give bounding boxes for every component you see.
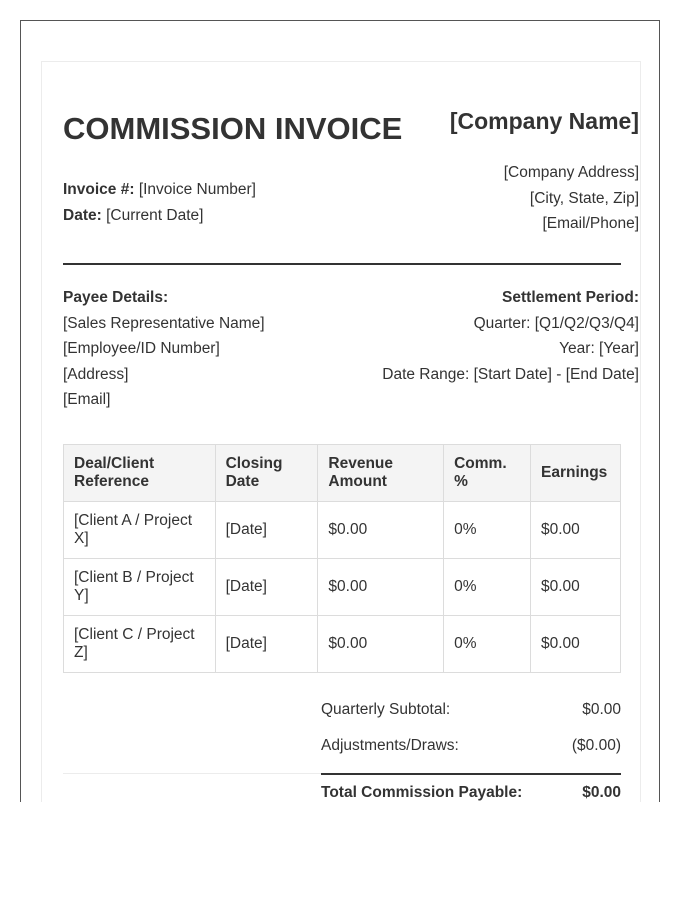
closing-date-cell: [Date] [215,559,318,616]
company-name: [Company Name] [449,108,639,134]
company-address: [Company Address] [503,164,639,181]
deal-reference-cell: [Client B / Project Y] [64,559,216,616]
company-contact: [Email/Phone] [542,215,639,232]
total-divider [321,773,621,775]
invoice-date-line [63,203,256,229]
payee-details [63,285,265,413]
invoice-number-value: [Invoice Number] [138,181,256,198]
invoice-date-value: [Current Date] [106,207,204,224]
earnings-cell: $0.00 [530,616,620,673]
table-row [64,559,621,616]
invoice-meta [63,177,256,229]
closing-date-cell: [Date] [215,502,318,559]
settlement-year: Year: [Year] [559,340,639,357]
table-header-row [64,445,621,502]
adjustments-value: ($0.00) [571,737,621,754]
document-frame [20,20,660,802]
header-divider [63,263,621,265]
table-row [64,502,621,559]
payee-name: [Sales Representative Name] [63,314,265,332]
settlement-quarter: Quarter: [Q1/Q2/Q3/Q4] [473,314,639,332]
invoice-number-label: Invoice #: [63,181,135,198]
earnings-cell: $0.00 [530,559,620,616]
subtotal-label: Quarterly Subtotal: [321,701,451,718]
revenue-cell: $0.00 [318,616,444,673]
column-header: Earnings [530,445,620,502]
subtotal-value: $0.00 [582,701,621,718]
settlement-heading: Settlement Period: [502,289,639,306]
commission-rate-cell: 0% [444,559,531,616]
revenue-cell: $0.00 [318,502,444,559]
total-label: Total Commission Payable: [321,784,523,801]
column-header: Revenue Amount [318,445,444,502]
invoice-date-label: Date: [63,207,102,224]
deal-reference-cell: [Client A / Project X] [64,502,216,559]
adjustments-label: Adjustments/Draws: [321,737,459,754]
settlement-period [382,285,639,387]
payee-heading: Payee Details: [63,289,169,306]
company-city-state-zip: [City, State, Zip] [529,189,639,207]
commission-rate-cell: 0% [444,502,531,559]
total-value: $0.00 [582,784,621,801]
column-header: Deal/Client Reference [64,445,216,502]
company-address-block [504,160,639,237]
invoice-number-line [63,177,256,203]
revenue-cell: $0.00 [318,559,444,616]
commission-table [63,444,621,673]
payee-email: [Email] [63,391,111,408]
table-row [64,616,621,673]
commission-rate-cell: 0% [444,616,531,673]
deal-reference-cell: [Client C / Project Z] [64,616,216,673]
invoice-title: COMMISSION INVOICE [63,111,403,146]
payee-address: [Address] [63,365,129,383]
earnings-cell: $0.00 [530,502,620,559]
closing-date-cell: [Date] [215,616,318,673]
settlement-date-range: Date Range: [Start Date] - [End Date] [382,365,639,383]
column-header: Closing Date [215,445,318,502]
payee-id: [Employee/ID Number] [63,340,220,357]
column-header: Comm. % [444,445,531,502]
